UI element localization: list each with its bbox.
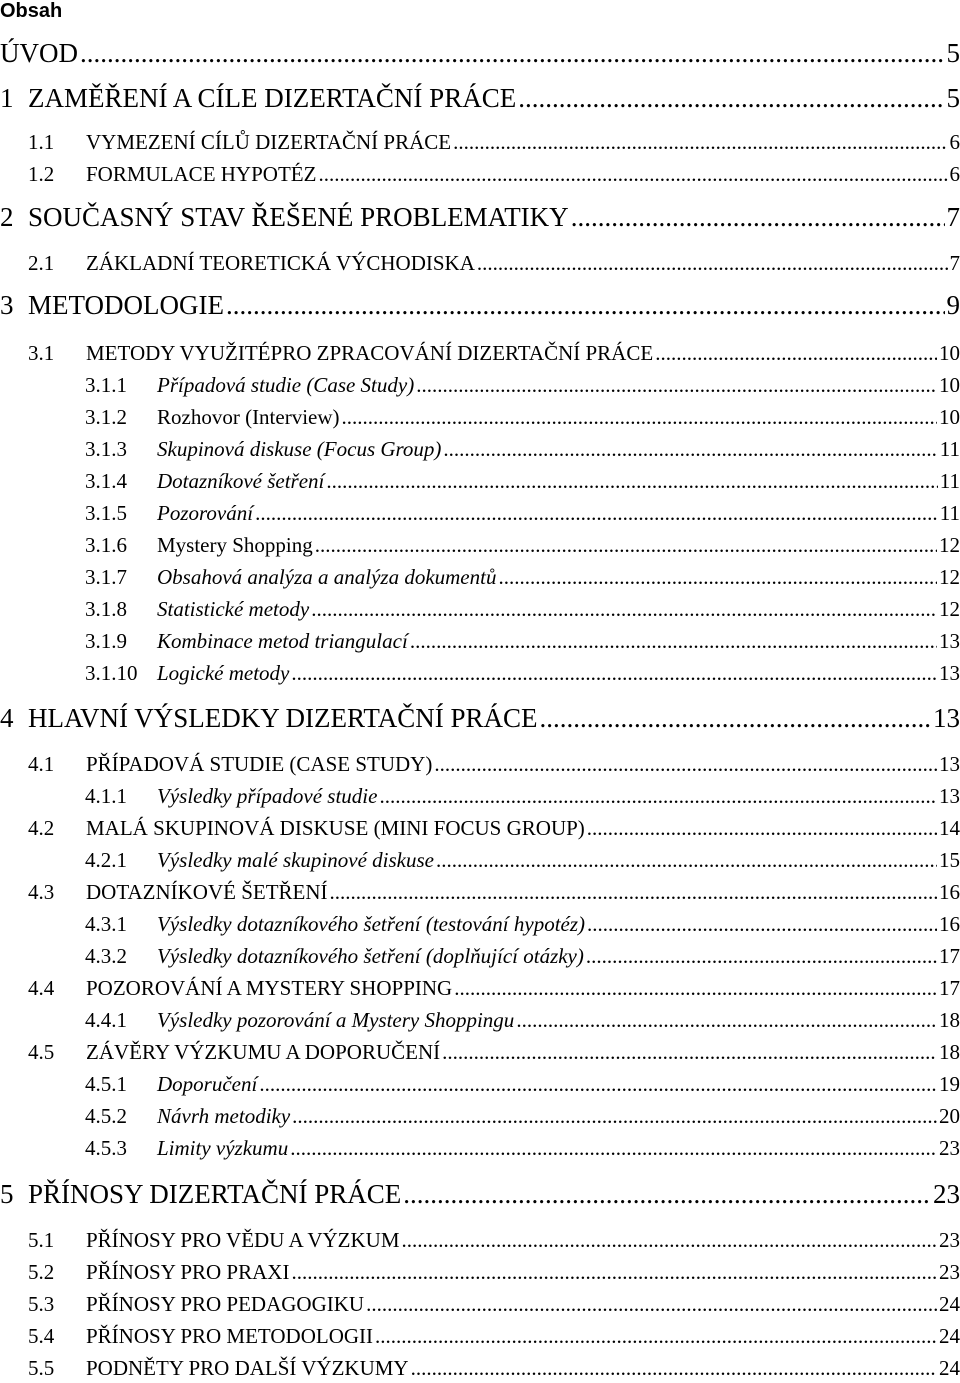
toc-entry[interactable] — [0, 1101, 960, 1131]
toc-entry-number: 3.1.5 — [85, 498, 157, 528]
toc-entry-number: 4.2.1 — [85, 845, 157, 875]
toc-dot-leader — [80, 36, 945, 70]
toc-entry-page-number: 11 — [940, 466, 960, 496]
toc-entry-title: Výsledky dotazníkového šetření (doplňující otázky) — [157, 941, 584, 971]
toc-dot-leader — [259, 1069, 937, 1099]
toc-entry-number: 4.5.2 — [85, 1101, 157, 1131]
toc-entry[interactable] — [0, 877, 960, 907]
toc-entry-title: Rozhovor (Interview) — [157, 402, 340, 432]
toc-entry-page-number: 13 — [933, 701, 960, 735]
toc-entry[interactable] — [0, 1353, 960, 1383]
toc-entry-number: 3.1.8 — [85, 594, 157, 624]
toc-dot-leader — [379, 781, 937, 811]
toc-entry-title: ÚVOD — [0, 36, 78, 70]
toc-entry-number: 4.5.1 — [85, 1069, 157, 1099]
toc-entry-page-number: 12 — [939, 530, 960, 560]
toc-entry-page-number: 10 — [939, 402, 960, 432]
toc-dot-leader — [291, 658, 937, 688]
toc-entry-page-number: 9 — [947, 288, 960, 322]
toc-entry-number: 4.1.1 — [85, 781, 157, 811]
toc-dot-leader — [375, 1321, 937, 1351]
toc-entry-number: 3 — [0, 288, 28, 322]
toc-entry-title: POZOROVÁNÍ A MYSTERY SHOPPING — [86, 973, 452, 1003]
toc-entry-page-number: 7 — [950, 248, 960, 278]
toc-dot-leader — [518, 81, 944, 115]
toc-entry[interactable] — [0, 36, 960, 70]
toc-entry-number: 3.1.4 — [85, 466, 157, 496]
toc-entry-page-number: 24 — [939, 1353, 960, 1383]
toc-entry-title: Skupinová diskuse (Focus Group) — [157, 434, 441, 464]
toc-dot-leader — [318, 159, 947, 189]
toc-dot-leader — [292, 1101, 937, 1131]
toc-entry-page-number: 18 — [939, 1037, 960, 1067]
toc-entry[interactable] — [0, 498, 960, 528]
toc-entry-page-number: 14 — [939, 813, 960, 843]
toc-entry[interactable] — [0, 941, 960, 971]
toc-entry[interactable] — [0, 562, 960, 592]
toc-entry-title: SOUČASNÝ STAV ŘEŠENÉ PROBLEMATIKY — [28, 200, 569, 234]
toc-entry[interactable] — [0, 1225, 960, 1255]
toc-dot-leader — [330, 877, 937, 907]
toc-entry[interactable] — [0, 1037, 960, 1067]
toc-entry-number: 5 — [0, 1177, 28, 1211]
toc-entry-page-number: 13 — [939, 626, 960, 656]
toc-entry-title: Výsledky malé skupinové diskuse — [157, 845, 434, 875]
toc-entry-number: 5.2 — [28, 1257, 86, 1287]
toc-entry-number: 1.2 — [28, 159, 86, 189]
toc-dot-leader — [587, 909, 937, 939]
toc-dot-leader — [342, 402, 937, 432]
toc-entry[interactable] — [0, 781, 960, 811]
toc-entry-title: ZAMĚŘENÍ A CÍLE DIZERTAČNÍ PRÁCE — [28, 81, 516, 115]
toc-entry-title: VYMEZENÍ CÍLŮ DIZERTAČNÍ PRÁCE — [86, 127, 451, 157]
toc-entry[interactable] — [0, 127, 960, 157]
toc-entry-page-number: 17 — [939, 973, 960, 1003]
toc-entry-title: MALÁ SKUPINOVÁ DISKUSE (MINI FOCUS GROUP) — [86, 813, 585, 843]
toc-entry-title: METODOLOGIE — [28, 288, 224, 322]
toc-entry-page-number: 10 — [939, 338, 960, 368]
toc-entry[interactable] — [0, 626, 960, 656]
toc-entry-number: 4.3 — [28, 877, 86, 907]
toc-dot-leader — [291, 1257, 937, 1287]
toc-entry-number: 4 — [0, 701, 28, 735]
toc-entry[interactable] — [0, 370, 960, 400]
toc-dot-leader — [453, 127, 947, 157]
toc-entry-page-number: 13 — [939, 749, 960, 779]
toc-entry-title: Výsledky případové studie — [157, 781, 377, 811]
toc-entry-number: 5.1 — [28, 1225, 86, 1255]
toc-entry-title: Pozorování — [157, 498, 253, 528]
toc-entry-page-number: 17 — [939, 941, 960, 971]
toc-entry-number: 4.3.1 — [85, 909, 157, 939]
toc-dot-leader — [586, 941, 937, 971]
toc-dot-leader — [571, 200, 945, 234]
toc-entry-number: 3.1 — [28, 338, 86, 368]
toc-dot-leader — [402, 1225, 937, 1255]
toc-entry-number: 5.4 — [28, 1321, 86, 1351]
toc-entry-number: 4.1 — [28, 749, 86, 779]
toc-entry-number: 3.1.2 — [85, 402, 157, 432]
toc-entry-number: 4.2 — [28, 813, 86, 843]
toc-entry[interactable] — [0, 1177, 960, 1211]
toc-entry[interactable] — [0, 1069, 960, 1099]
toc-dot-leader — [443, 434, 937, 464]
toc-dot-leader — [498, 562, 937, 592]
toc-entry[interactable] — [0, 973, 960, 1003]
toc-dot-leader — [255, 498, 938, 528]
toc-dot-leader — [416, 370, 937, 400]
toc-entry-number: 4.4.1 — [85, 1005, 157, 1035]
toc-entry[interactable] — [0, 288, 960, 322]
toc-entry[interactable] — [0, 402, 960, 432]
toc-entry-number: 4.3.2 — [85, 941, 157, 971]
toc-entry-number: 1.1 — [28, 127, 86, 157]
toc-dot-leader — [442, 1037, 937, 1067]
toc-entry-title: PŘÍNOSY PRO PRAXI — [86, 1257, 289, 1287]
toc-entry[interactable] — [0, 1289, 960, 1319]
toc-entry-title: Výsledky dotazníkového šetření (testování hypotéz) — [157, 909, 585, 939]
toc-entry-title: Doporučení — [157, 1069, 257, 1099]
toc-entry-number: 4.4 — [28, 973, 86, 1003]
toc-entry-page-number: 15 — [939, 845, 960, 875]
toc-entry[interactable] — [0, 466, 960, 496]
toc-dot-leader — [434, 749, 937, 779]
toc-dot-leader — [366, 1289, 937, 1319]
toc-entry-number: 4.5 — [28, 1037, 86, 1067]
toc-entry[interactable] — [0, 658, 960, 688]
toc-entry[interactable] — [0, 1005, 960, 1035]
toc-entry-page-number: 20 — [939, 1101, 960, 1131]
toc-entry-number: 3.1.1 — [85, 370, 157, 400]
toc-heading: Obsah — [0, 0, 62, 28]
toc-dot-leader — [326, 466, 937, 496]
toc-dot-leader — [411, 1353, 937, 1383]
toc-entry[interactable] — [0, 1257, 960, 1287]
toc-dot-leader — [311, 594, 937, 624]
toc-entry-page-number: 24 — [939, 1289, 960, 1319]
toc-entry-page-number: 19 — [939, 1069, 960, 1099]
toc-entry-number: 2 — [0, 200, 28, 234]
toc-dot-leader — [587, 813, 937, 843]
toc-entry-title: Návrh metodiky — [157, 1101, 290, 1131]
toc-entry-title: METODY VYUŽITÉPRO ZPRACOVÁNÍ DIZERTAČNÍ PRÁCE — [86, 338, 653, 368]
toc-dot-leader — [290, 1133, 937, 1163]
toc-dot-leader — [226, 288, 945, 322]
toc-entry-page-number: 13 — [939, 781, 960, 811]
toc-entry-title: PŘÍNOSY PRO PEDAGOGIKU — [86, 1289, 364, 1319]
toc-entry-number: 3.1.10 — [85, 658, 157, 688]
toc-entry-title: PŘÍNOSY PRO VĚDU A VÝZKUM — [86, 1225, 400, 1255]
toc-entry[interactable] — [0, 530, 960, 560]
toc-entry-page-number: 24 — [939, 1321, 960, 1351]
toc-entry-number: 4.5.3 — [85, 1133, 157, 1163]
toc-entry-title: Limity výzkumu — [157, 1133, 288, 1163]
toc-entry-page-number: 23 — [933, 1177, 960, 1211]
toc-entry[interactable] — [0, 81, 960, 115]
toc-dot-leader — [403, 1177, 931, 1211]
toc-entry-title: HLAVNÍ VÝSLEDKY DIZERTAČNÍ PRÁCE — [28, 701, 537, 735]
toc-entry[interactable] — [0, 1133, 960, 1163]
toc-entry[interactable] — [0, 159, 960, 189]
toc-entry[interactable] — [0, 200, 960, 234]
toc-entry-title: Obsahová analýza a analýza dokumentů — [157, 562, 496, 592]
toc-entry-title: Výsledky pozorování a Mystery Shoppingu — [157, 1005, 514, 1035]
toc-entry-number: 5.3 — [28, 1289, 86, 1319]
toc-entry-page-number: 5 — [947, 36, 960, 70]
toc-entry-page-number: 23 — [939, 1225, 960, 1255]
toc-entry-title: PŘÍNOSY DIZERTAČNÍ PRÁCE — [28, 1177, 401, 1211]
toc-entry-page-number: 23 — [939, 1133, 960, 1163]
toc-entry-title: PODNĚTY PRO DALŠÍ VÝZKUMY — [86, 1353, 409, 1383]
toc-entry[interactable] — [0, 845, 960, 875]
toc-entry-title: PŘÍPADOVÁ STUDIE (CASE STUDY) — [86, 749, 432, 779]
toc-entry-title: PŘÍNOSY PRO METODOLOGII — [86, 1321, 373, 1351]
toc-dot-leader — [315, 530, 937, 560]
toc-entry-title: Případová studie (Case Study) — [157, 370, 414, 400]
toc-entry-page-number: 11 — [940, 434, 960, 464]
toc-entry-page-number: 6 — [950, 127, 960, 157]
toc-entry-page-number: 18 — [939, 1005, 960, 1035]
toc-entry-title: FORMULACE HYPOTÉZ — [86, 159, 316, 189]
toc-entry-page-number: 6 — [950, 159, 960, 189]
toc-entry[interactable] — [0, 1321, 960, 1351]
toc-dot-leader — [454, 973, 937, 1003]
toc-entry-number: 3.1.3 — [85, 434, 157, 464]
toc-entry-page-number: 13 — [939, 658, 960, 688]
toc-entry-page-number: 16 — [939, 877, 960, 907]
toc-entry-number: 5.5 — [28, 1353, 86, 1383]
toc-entry-number: 3.1.7 — [85, 562, 157, 592]
toc-entry[interactable] — [0, 594, 960, 624]
toc-entry-number: 3.1.9 — [85, 626, 157, 656]
toc-entry[interactable] — [0, 248, 960, 278]
toc-entry[interactable] — [0, 701, 960, 735]
toc-entry[interactable] — [0, 909, 960, 939]
toc-dot-leader — [410, 626, 937, 656]
toc-dot-leader — [436, 845, 937, 875]
toc-dot-leader — [539, 701, 931, 735]
toc-entry-number: 3.1.6 — [85, 530, 157, 560]
toc-entry-title: DOTAZNÍKOVÉ ŠETŘENÍ — [86, 877, 328, 907]
toc-entry-title: ZÁVĚRY VÝZKUMU A DOPORUČENÍ — [86, 1037, 440, 1067]
toc-entry[interactable] — [0, 813, 960, 843]
toc-dot-leader — [516, 1005, 937, 1035]
toc-entry-title: Dotazníkové šetření — [157, 466, 324, 496]
toc-entry-page-number: 10 — [939, 370, 960, 400]
toc-entry[interactable] — [0, 749, 960, 779]
toc-entry-number: 1 — [0, 81, 28, 115]
toc-entry[interactable] — [0, 434, 960, 464]
toc-entry-page-number: 11 — [940, 498, 960, 528]
toc-entry-page-number: 16 — [939, 909, 960, 939]
toc-dot-leader — [655, 338, 937, 368]
toc-entry-page-number: 23 — [939, 1257, 960, 1287]
toc-entry-title: Mystery Shopping — [157, 530, 313, 560]
toc-entry-title: ZÁKLADNÍ TEORETICKÁ VÝCHODISKA — [86, 248, 475, 278]
toc-entry-number: 2.1 — [28, 248, 86, 278]
toc-dot-leader — [477, 248, 948, 278]
toc-entry-page-number: 12 — [939, 594, 960, 624]
toc-entry-title: Statistické metody — [157, 594, 309, 624]
toc-entry-title: Logické metody — [157, 658, 289, 688]
toc-entry[interactable] — [0, 338, 960, 368]
toc-entry-page-number: 7 — [947, 200, 960, 234]
toc-entry-title: Kombinace metod triangulací — [157, 626, 408, 656]
toc-entry-page-number: 12 — [939, 562, 960, 592]
toc-entry-page-number: 5 — [947, 81, 960, 115]
